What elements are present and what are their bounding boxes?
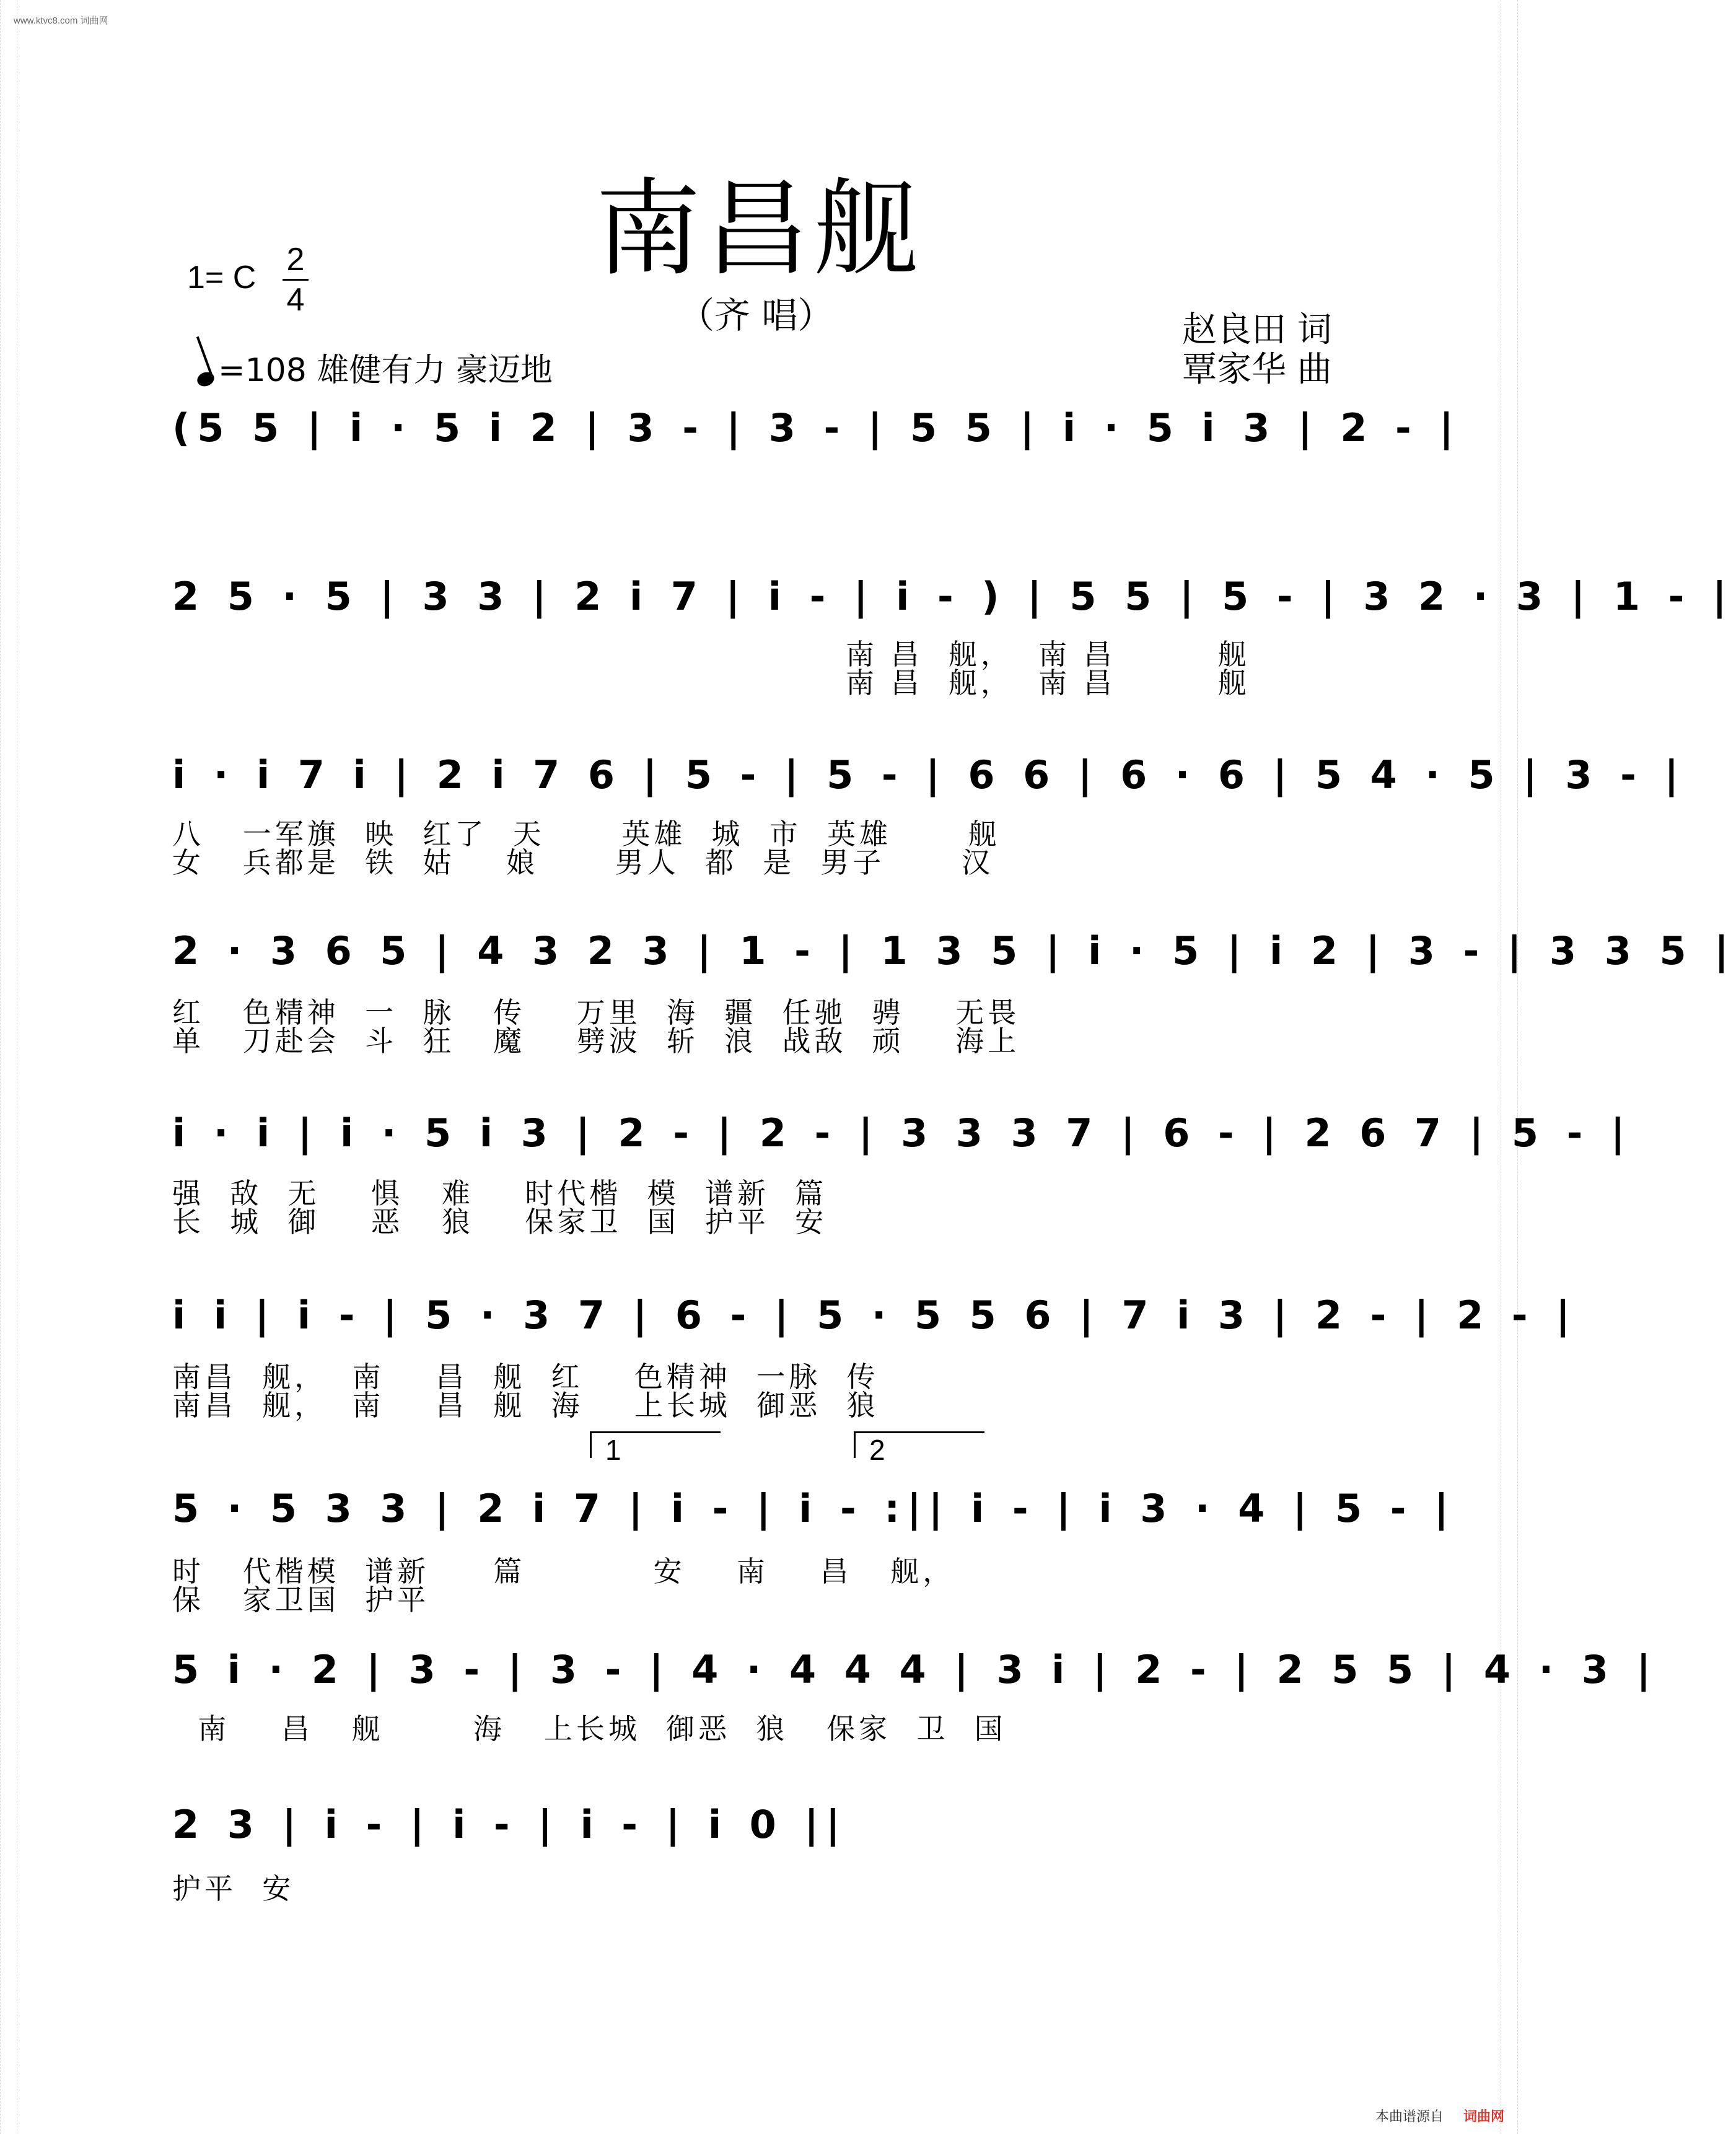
notes-line-5: i · i | i · 5 i 3 | 2 - | 2 - | 3 3 3 7 | 6 - | 2 6 7 | 5 - | <box>172 1110 1633 1156</box>
tempo-text: =108 雄健有力 豪迈地 <box>218 352 553 389</box>
lyric-line-6a: 南昌 舰， 南 昌 舰 红 色精神 一脉 传 <box>172 1360 879 1394</box>
site-header[interactable]: www.ktvc8.com 词曲网 <box>14 15 108 26</box>
lyric-line-5a: 强 敌 无 惧 难 时代楷 模 谱新 篇 <box>172 1177 828 1210</box>
lyric-line-6b: 南昌 舰， 南 昌 舰 海 上长城 御恶 狼 <box>172 1389 879 1422</box>
tempo-marking <box>197 344 553 390</box>
score-line-3 <box>172 741 1686 809</box>
key-signature: 1= C <box>187 260 256 296</box>
lyric-line-3b: 女 兵都是 铁 姑 娘 男人 都 是 男子 汉 <box>172 846 994 879</box>
score-line-9 <box>172 1791 1375 1859</box>
notes-line-7: 5 · 5 3 3 | 2 i 7 | i - | i - :|| i - | i 3 · 4 | 5 - | <box>172 1486 1456 1531</box>
score-line-4 <box>172 917 1736 985</box>
song-title: 南昌舰 <box>595 168 923 291</box>
lyric-line-2a: 南 昌 舰， 南 昌 舰 <box>846 638 1250 671</box>
notes-line-8: 5 i · 2 | 3 - | 3 - | 4 · 4 4 4 | 3 i | 2 - | 2 5 5 | 4 · 3 | <box>172 1647 1659 1692</box>
lyric-line-3a: 八 一军旗 映 红了 天 英雄 城 市 英雄 舰 <box>172 817 1001 851</box>
lyric-line-9a: 护平 安 <box>172 1872 295 1905</box>
score-line-7 <box>172 1475 1456 1543</box>
time-bottom: 4 <box>286 282 305 318</box>
footer-source: 本曲谱源自 <box>1375 2109 1444 2125</box>
composer-credit: 覃家华 曲 <box>1182 349 1332 390</box>
lyric-line-8a: 南 昌 舰 海 上长城 御恶 狼 保家 卫 国 <box>172 1712 1007 1745</box>
score-line-2 <box>172 563 1734 631</box>
notes-line-2: 2 5 · 5 | 3 3 | 2 i 7 | i - | i - ) | 5 5 | 5 - | 3 2 · 3 | 1 - | <box>172 574 1734 619</box>
notes-line-4: 2 · 3 6 5 | 4 3 2 3 | 1 - | 1 3 5 | i · 5 | i 2 | 3 - | 3 3 5 | <box>172 928 1736 973</box>
performance-note: （齐 唱） <box>678 294 834 336</box>
lyricist-credit: 赵良田 词 <box>1182 310 1332 350</box>
notes-line-9: 2 3 | i - | i - | i - | i 0 || <box>172 1802 848 1847</box>
score-line-6 <box>172 1281 1577 1350</box>
score-line-1 <box>172 394 1461 462</box>
right-border <box>1501 0 1518 2134</box>
notes-line-6: i i | i - | 5 · 3 7 | 6 - | 5 · 5 5 6 | 7 i 3 | 2 - | 2 - | <box>172 1293 1577 1338</box>
left-border <box>0 0 17 2134</box>
footer-site-logo[interactable]: 词曲网 <box>1463 2109 1504 2125</box>
lyric-line-2b: 南 昌 舰， 南 昌 舰 <box>846 666 1250 700</box>
time-bar <box>283 279 309 281</box>
lyric-line-7b: 保 家卫国 护平 <box>172 1583 430 1617</box>
time-top: 2 <box>286 242 305 278</box>
quarter-note-icon <box>195 370 216 389</box>
score-line-8 <box>172 1636 1659 1704</box>
lyric-line-4b: 单 刀赴会 斗 狂 魔 劈波 斩 浪 战敌 顽 海上 <box>172 1024 1020 1058</box>
lyric-line-5b: 长 城 御 恶 狼 保家卫 国 护平 安 <box>172 1205 828 1239</box>
volta-first-ending: 1 <box>590 1431 721 1458</box>
score-line-5 <box>172 1099 1633 1167</box>
notes-line-3: i · i 7 i | 2 i 7 6 | 5 - | 5 - | 6 6 | 6 · 6 | 5 4 · 5 | 3 - | <box>172 752 1686 797</box>
notes-line-1: (5 5 | i · 5 i 2 | 3 - | 3 - | 5 5 | i · 5 i 3 | 2 - | <box>172 405 1461 450</box>
lyric-line-7a: 时 代楷模 谱新 篇 安 南 昌 舰， <box>172 1555 955 1588</box>
lyric-line-4a: 红 色精神 一 脉 传 万里 海 疆 任驰 骋 无畏 <box>172 996 1020 1029</box>
time-signature <box>280 242 311 318</box>
volta-second-ending: 2 <box>854 1431 984 1458</box>
